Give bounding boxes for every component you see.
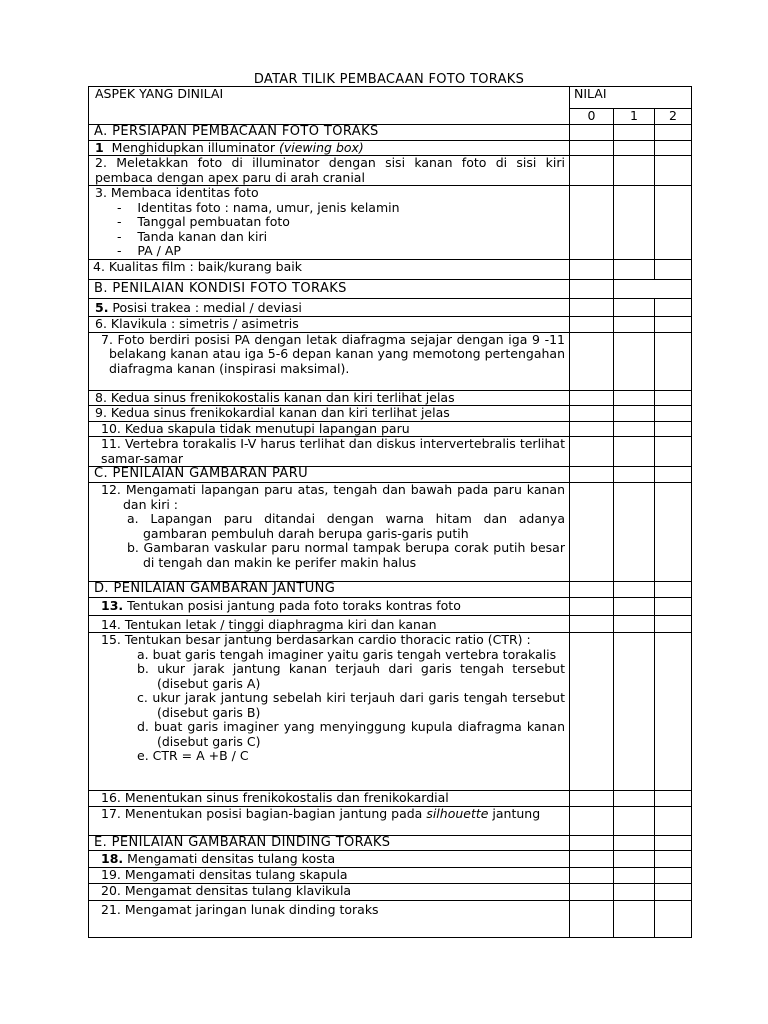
section-row — [89, 582, 692, 598]
item-text: Menghidupkan illuminator — [111, 139, 279, 155]
score-cell — [614, 125, 655, 141]
item-number: 13. — [101, 597, 124, 613]
score-cell-1[interactable] — [614, 851, 655, 868]
score-cell-1[interactable] — [614, 156, 655, 186]
sub-item-text: Tanggal pembuatan foto — [137, 214, 290, 229]
item-9: 9. Kedua sinus frenikokardial kanan dan kiri terlihat jelas — [89, 406, 570, 422]
score-cell-0[interactable] — [570, 317, 614, 333]
sub-item: b. Gambaran vaskular paru normal tampak berupa corak putih besar di tengah dan makin ke perifer makin halus — [127, 540, 565, 570]
item-6: 6. Klavikula : simetris / asimetris — [89, 317, 570, 333]
score-cell-0[interactable] — [570, 597, 614, 615]
score-cell-0[interactable] — [570, 806, 614, 835]
section-b-heading: B. PENILAIAN KONDISI FOTO TORAKS — [89, 280, 570, 299]
item-11 — [89, 437, 570, 467]
score-cell-1[interactable] — [614, 615, 655, 633]
score-cell-0[interactable] — [570, 615, 614, 633]
table-row — [89, 186, 692, 260]
item-text: 11. Vertebra torakalis I-V harus terlihat dan diskus intervertebralis terlihat samar-samar — [101, 436, 565, 466]
score-cell-2[interactable] — [655, 140, 692, 156]
score-cell-2[interactable] — [655, 615, 692, 633]
section-a-heading: A. PERSIAPAN PEMBACAAN FOTO TORAKS — [89, 125, 570, 141]
item-20: 20. Mengamat densitas tulang klavikula — [89, 883, 570, 900]
score-cell-1[interactable] — [614, 791, 655, 807]
sub-item-text: Identitas foto : nama, umur, jenis kelamin — [137, 199, 400, 215]
score-cell-2[interactable] — [655, 806, 692, 835]
score-cell — [614, 280, 692, 299]
table-row — [89, 390, 692, 406]
item-2 — [89, 156, 570, 186]
section-d-heading: D. PENILAIAN GAMBARAN JANTUNG — [89, 582, 570, 598]
score-cell — [570, 125, 614, 141]
score-cell-0[interactable] — [570, 156, 614, 186]
score-cell-2[interactable] — [655, 299, 692, 317]
aspect-header: ASPEK YANG DINILAI — [89, 87, 570, 125]
score-cell-2[interactable] — [655, 332, 692, 390]
score-cell-1[interactable] — [614, 900, 655, 937]
score-cell-2[interactable] — [655, 421, 692, 437]
section-row — [89, 835, 692, 851]
section-c-heading: C. PENILAIAN GAMBARAN PARU — [89, 467, 570, 483]
score-cell-0[interactable] — [570, 883, 614, 900]
item-21: 21. Mengamat jaringan lunak dinding toraks — [89, 900, 570, 937]
score-cell-1[interactable] — [614, 883, 655, 900]
score-cell-1[interactable] — [614, 317, 655, 333]
score-cell-2[interactable] — [655, 868, 692, 884]
sub-item: - Tanggal pembuatan foto — [117, 214, 290, 229]
score-cell-1[interactable] — [614, 483, 655, 582]
score-cell-1[interactable] — [614, 806, 655, 835]
item-text: 15. Tentukan besar jantung berdasarkan cardio thoracic ratio (CTR) : — [101, 632, 531, 647]
score-cell — [655, 125, 692, 141]
checklist-table — [88, 86, 692, 938]
score-col-1: 1 — [614, 109, 655, 125]
item-emphasis: silhouette — [426, 805, 489, 821]
score-cell-0[interactable] — [570, 791, 614, 807]
score-cell-2[interactable] — [655, 186, 692, 260]
score-cell-1[interactable] — [614, 260, 655, 280]
table-row — [89, 299, 692, 317]
sub-item: e. CTR = A +B / C — [137, 748, 249, 763]
item-text: 12. Mengamati lapangan paru atas, tengah dan bawah pada paru kanan dan kiri : — [101, 482, 565, 512]
score-cell-2[interactable] — [655, 883, 692, 900]
item-text: Tentukan posisi jantung pada foto toraks kontras foto — [123, 597, 461, 613]
item-text-tail: jantung — [488, 805, 541, 821]
score-cell-0[interactable] — [570, 299, 614, 317]
sub-item: d. buat garis imaginer yang menyinggung kupula diafragma kanan (disebut garis C) — [137, 719, 565, 749]
score-cell-2[interactable] — [655, 156, 692, 186]
score-cell — [655, 835, 692, 851]
item-13 — [89, 597, 570, 615]
score-cell — [570, 280, 614, 299]
item-15 — [89, 633, 570, 791]
score-col-0: 0 — [570, 109, 614, 125]
item-19: 19. Mengamati densitas tulang skapula — [89, 868, 570, 884]
score-cell-2[interactable] — [655, 900, 692, 937]
item-emphasis: (viewing box) — [278, 139, 364, 155]
table-row — [89, 406, 692, 422]
score-cell — [614, 467, 655, 483]
score-cell — [570, 467, 614, 483]
section-row — [89, 280, 692, 299]
sub-item-text: Tanda kanan dan kiri — [137, 228, 268, 244]
item-14: 14. Tentukan letak / tinggi diaphragma kiri dan kanan — [89, 615, 570, 633]
score-cell-2[interactable] — [655, 597, 692, 615]
score-cell-1[interactable] — [614, 186, 655, 260]
score-cell-1[interactable] — [614, 406, 655, 422]
table-row — [89, 851, 692, 868]
table-row — [89, 806, 692, 835]
table-row — [89, 317, 692, 333]
item-16: 16. Menentukan sinus frenikokostalis dan frenikokardial — [89, 791, 570, 807]
score-cell-0[interactable] — [570, 140, 614, 156]
item-number: 5. — [95, 300, 109, 315]
score-cell-2[interactable] — [655, 260, 692, 280]
score-cell-2[interactable] — [655, 317, 692, 333]
section-e-heading: E. PENILAIAN GAMBARAN DINDING TORAKS — [89, 835, 570, 851]
sub-item: c. ukur jarak jantung sebelah kiri terjauh dari garis tengah tersebut (disebut garis B) — [137, 690, 565, 720]
table-row — [89, 900, 692, 937]
score-cell-0[interactable] — [570, 633, 614, 791]
item-text: 17. Menentukan posisi bagian-bagian jantung pada — [101, 805, 427, 821]
score-cell-1[interactable] — [614, 421, 655, 437]
score-cell-1[interactable] — [614, 140, 655, 156]
item-3 — [89, 186, 570, 260]
table-row — [89, 868, 692, 884]
table-row — [89, 156, 692, 186]
score-cell — [655, 467, 692, 483]
score-cell-0[interactable] — [570, 437, 614, 467]
item-4: 4. Kualitas film : baik/kurang baik — [89, 260, 570, 280]
item-number: 1 — [95, 139, 104, 155]
table-row — [89, 597, 692, 615]
score-cell-2[interactable] — [655, 851, 692, 868]
sub-item: b. ukur jarak jantung kanan terjauh dari garis tengah tersebut (disebut garis A) — [137, 661, 565, 691]
score-cell-1[interactable] — [614, 332, 655, 390]
score-cell-2[interactable] — [655, 437, 692, 467]
item-17 — [89, 806, 570, 835]
score-cell-1[interactable] — [614, 597, 655, 615]
item-number: 2. — [95, 155, 107, 170]
sub-item: - Tanda kanan dan kiri — [117, 228, 268, 244]
score-cell-0[interactable] — [570, 186, 614, 260]
table-row — [89, 483, 692, 582]
score-cell-0[interactable] — [570, 332, 614, 390]
sub-item: - PA / AP — [117, 243, 181, 258]
score-cell-0[interactable] — [570, 406, 614, 422]
table-row — [89, 260, 692, 280]
table-row — [89, 437, 692, 467]
score-cell-2[interactable] — [655, 633, 692, 791]
item-12 — [89, 483, 570, 582]
sub-item: - Identitas foto : nama, umur, jenis kelamin — [117, 199, 400, 215]
item-18 — [89, 851, 570, 868]
item-5 — [89, 299, 570, 317]
sub-item: a. buat garis tengah imaginer yaitu garis tengah vertebra torakalis — [137, 646, 557, 662]
item-text: Mengamati densitas tulang kosta — [123, 851, 336, 866]
score-cell-0[interactable] — [570, 260, 614, 280]
table-row — [89, 633, 692, 791]
score-cell-0[interactable] — [570, 868, 614, 884]
table-header-row — [89, 87, 692, 109]
score-cell-0[interactable] — [570, 851, 614, 868]
score-cell-0[interactable] — [570, 483, 614, 582]
score-cell — [570, 835, 614, 851]
table-row — [89, 332, 692, 390]
item-7 — [89, 332, 570, 390]
score-cell-1[interactable] — [614, 299, 655, 317]
score-cell-2[interactable] — [655, 406, 692, 422]
score-cell-2[interactable] — [655, 483, 692, 582]
item-text: 3. Membaca identitas foto — [95, 185, 259, 200]
item-number: 18. — [101, 851, 124, 866]
item-10: 10. Kedua skapula tidak menutupi lapangan paru — [89, 421, 570, 437]
table-row — [89, 791, 692, 807]
score-cell-1[interactable] — [614, 868, 655, 884]
item-8: 8. Kedua sinus frenikokostalis kanan dan kiri terlihat jelas — [89, 390, 570, 406]
score-cell-2[interactable] — [655, 390, 692, 406]
sub-item: a. Lapangan paru ditandai dengan warna hitam dan adanya gambaran pembuluh darah berupa garis-garis putih — [127, 511, 565, 541]
table-row — [89, 883, 692, 900]
sub-item-text: PA / AP — [137, 243, 181, 258]
score-cell — [570, 582, 614, 598]
score-cell — [614, 835, 655, 851]
document-title: DATAR TILIK PEMBACAAN FOTO TORAKS — [253, 72, 525, 87]
score-header: NILAI — [570, 87, 692, 109]
section-row — [89, 467, 692, 483]
score-cell-2[interactable] — [655, 791, 692, 807]
table-row — [89, 615, 692, 633]
item-text: Meletakkan foto di illuminator dengan sisi kanan foto di sisi kiri pembaca dengan apex paru di arah cranial — [95, 155, 565, 185]
section-row — [89, 125, 692, 141]
score-cell-1[interactable] — [614, 633, 655, 791]
score-cell — [655, 582, 692, 598]
score-cell-1[interactable] — [614, 437, 655, 467]
item-1 — [89, 140, 570, 156]
table-row — [89, 421, 692, 437]
score-cell-0[interactable] — [570, 390, 614, 406]
item-text: Posisi trakea : medial / deviasi — [108, 300, 302, 315]
score-cell — [614, 582, 655, 598]
score-cell-1[interactable] — [614, 390, 655, 406]
score-col-2: 2 — [655, 109, 692, 125]
score-cell-0[interactable] — [570, 900, 614, 937]
item-text: 7. Foto berdiri posisi PA dengan letak diafragma sejajar dengan iga 9 -11 belakang kanan atau iga 5-6 depan kanan yang memotong pertengahan diafragma kanan (inspirasi maksimal). — [101, 331, 565, 376]
table-row — [89, 140, 692, 156]
score-cell-0[interactable] — [570, 421, 614, 437]
